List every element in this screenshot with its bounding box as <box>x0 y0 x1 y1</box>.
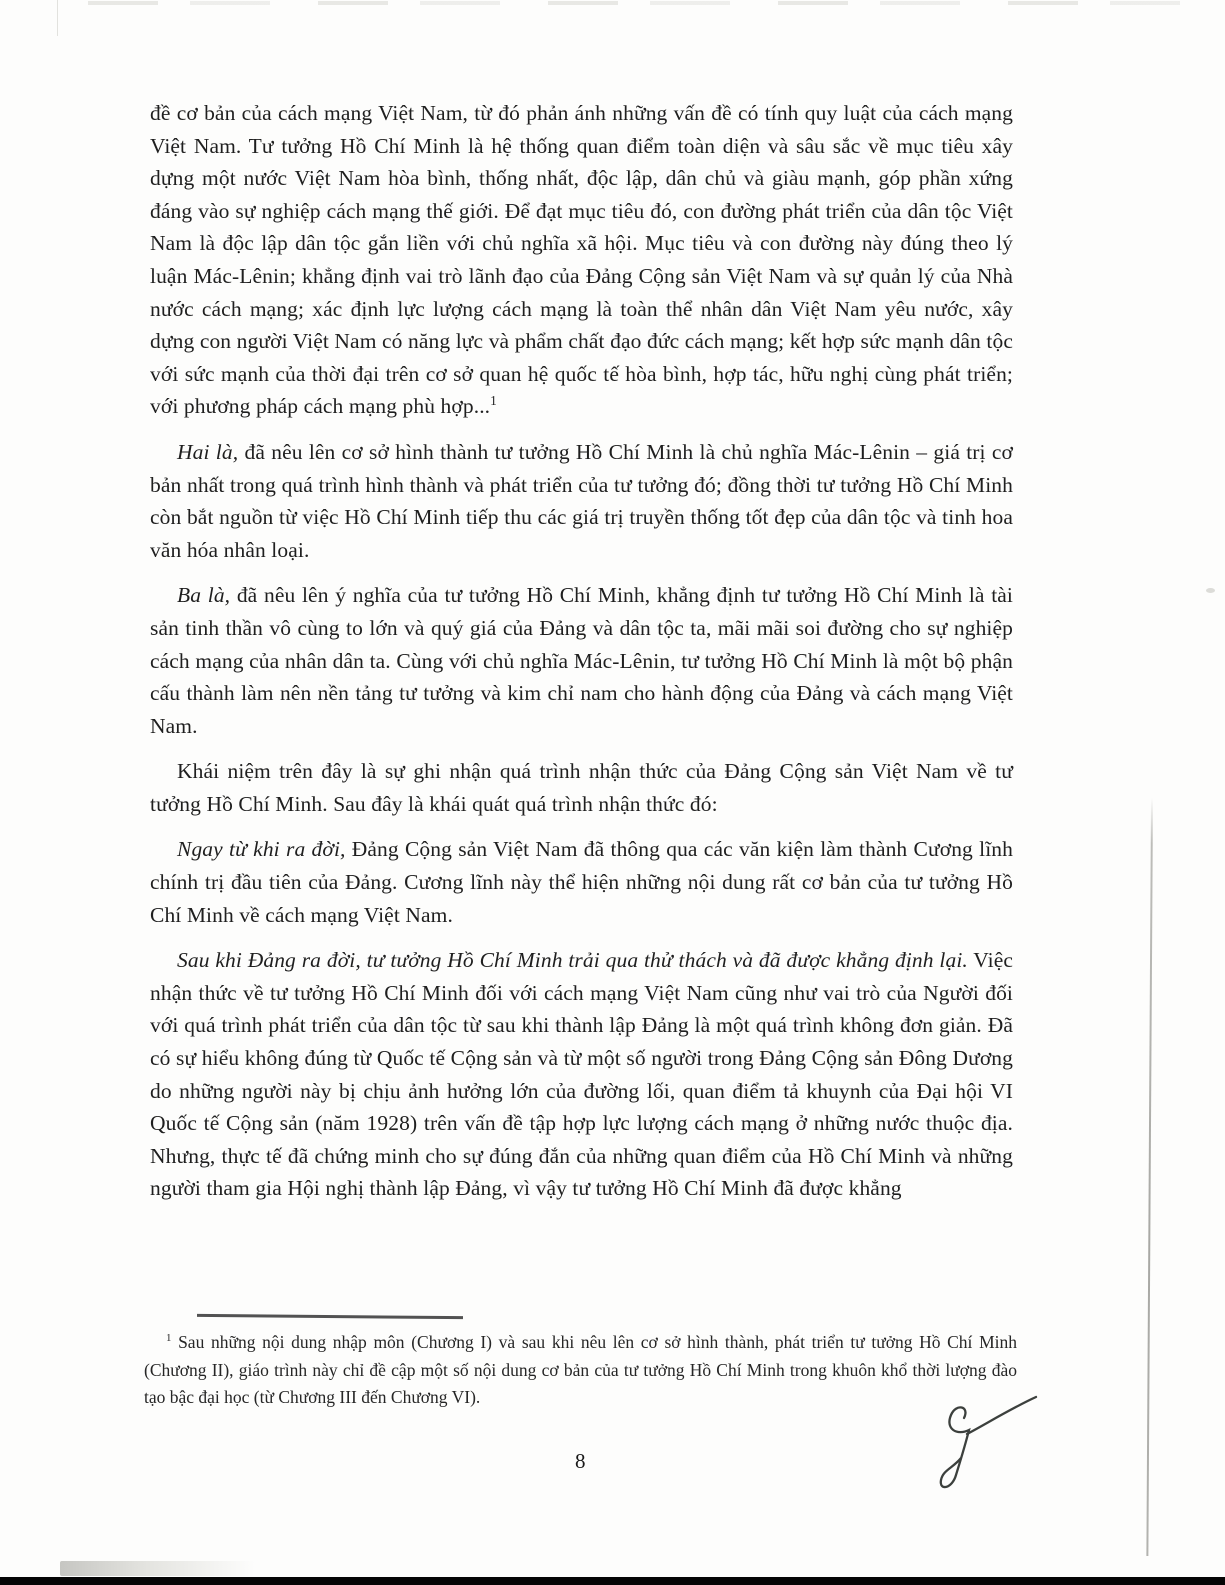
footnote-text: Sau những nội dung nhập môn (Chương I) và sau khi nêu lên cơ sở hình thành, phát triển tư tưởng Hồ Chí Minh (Chương II), giáo trình này chỉ đề cập một số nội dung cơ bản của tư tưởng Hồ Chí Minh trong khuôn khổ thời lượng đào tạo bậc đại học (từ Chương III đến Chương VI). <box>144 1332 1017 1407</box>
text-segment: đã nêu lên cơ sở hình thành tư tưởng Hồ Chí Minh là chủ nghĩa Mác-Lênin – giá trị cơ bản nhất trong quá trình hình thành và phát triển của tư tưởng đó; đồng thời tư tưởng Hồ Chí Minh còn bắt nguồn từ việc Hồ Chí Minh tiếp thu các giá trị truyền thống tốt đẹp của dân tộc và tinh hoa văn hóa nhân loại. <box>150 439 1013 562</box>
signature-mark <box>920 1388 1045 1513</box>
text-segment: Ngay từ khi ra đời, <box>177 837 346 862</box>
paragraph-continuation <box>150 97 1013 423</box>
footnote-separator-rule <box>197 1314 463 1319</box>
page-body-text <box>150 97 1013 1218</box>
paragraph-ngay-tu-khi-ra-doi <box>150 833 1013 931</box>
scan-artifact-corner-line <box>57 0 58 36</box>
text-segment: Hai là, <box>177 439 239 464</box>
text-segment: đã nêu lên ý nghĩa của tư tưởng Hồ Chí Minh, khẳng định tư tưởng Hồ Chí Minh là tài sản tinh thần vô cùng to lớn và quý giá của Đảng và dân tộc ta, mãi mãi soi đường cho sự nghiệp cách mạng của nhân dân ta. Cùng với chủ nghĩa Mác-Lênin, tư tưởng Hồ Chí Minh là một bộ phận cấu thành làm nên nền tảng tư tưởng và kim chỉ nam cho hành động của Đảng và cách mạng Việt Nam. <box>150 583 1013 738</box>
scan-artifact-dot <box>1206 588 1215 593</box>
text-segment: Khái niệm trên đây là sự ghi nhận quá trình nhận thức của Đảng Cộng sản Việt Nam về tư tưởng Hồ Chí Minh. Sau đây là khái quát quá trình nhận thức đó: <box>150 759 1013 816</box>
text-segment: Đảng Cộng sản Việt Nam đã thông qua các văn kiện làm thành Cương lĩnh chính trị đầu tiên của Đảng. Cương lĩnh này thể hiện những nội dung rất cơ bản của tư tưởng Hồ Chí Minh về cách mạng Việt Nam. <box>150 837 1013 927</box>
footnote-marker: 1 <box>166 1332 172 1345</box>
paragraph-hai-la <box>150 436 1013 566</box>
scan-artifact-bottom-bar <box>0 1577 1225 1585</box>
page-number: 8 <box>575 1449 586 1473</box>
paragraph-khai-niem <box>150 755 1013 820</box>
scan-artifact-page-edge <box>1146 798 1153 1556</box>
text-segment: đề cơ bản của cách mạng Việt Nam, từ đó phản ánh những vấn đề có tính quy luật của cách mạng Việt Nam. Tư tưởng Hồ Chí Minh là hệ thống quan điểm toàn diện và sâu sắc về mục tiêu xây dựng một nước Việt Nam hòa bình, thống nhất, độc lập, dân chủ và giàu mạnh, góp phần xứng đáng vào sự nghiệp cách mạng thế giới. Để đạt mục tiêu đó, con đường phát triển của dân tộc Việt Nam là độc lập dân tộc gắn liền với chủ nghĩa xã hội. Mục tiêu và con đường này đúng theo lý luận Mác-Lênin; khẳng định vai trò lãnh đạo của Đảng Cộng sản Việt Nam và sự quản lý của Nhà nước cách mạng; xác định lực lượng cách mạng là toàn thể nhân dân Việt Nam yêu nước, xây dựng con người Việt Nam có năng lực và phẩm chất đạo đức cách mạng; kết hợp sức mạnh dân tộc với sức mạnh của thời đại trên cơ sở quan hệ quốc tế hòa bình, hợp tác, hữu nghị cùng phát triển; với phương pháp cách mạng phù hợp... <box>150 101 1013 419</box>
scan-artifact-smudge <box>60 1561 255 1576</box>
text-segment: Ba là, <box>177 583 231 608</box>
footnote-reference: 1 <box>490 393 497 409</box>
paragraph-sau-khi-dang-ra-doi <box>150 944 1013 1205</box>
footnote <box>144 1329 1017 1412</box>
text-segment: Việc nhận thức về tư tưởng Hồ Chí Minh đối với cách mạng Việt Nam cũng như vai trò của Người đối với quá trình phát triển của dân tộc từ sau khi thành lập Đảng là một quá trình không đơn giản. Đã có sự hiểu không đúng từ Quốc tế Cộng sản và từ một số người trong Đảng Cộng sản Đông Dương do những người này bị chịu ảnh hưởng lớn của đường lối, quan điểm tả khuynh của Đại hội VI Quốc tế Cộng sản (năm 1928) trên vấn đề tập hợp lực lượng cách mạng ở những nước thuộc địa. Nhưng, thực tế đã chứng minh cho sự đúng đắn của những quan điểm của Hồ Chí Minh và những người tham gia Hội nghị thành lập Đảng, vì vậy tư tưởng Hồ Chí Minh đã được khẳng <box>150 948 1014 1201</box>
text-segment: Sau khi Đảng ra đời, tư tưởng Hồ Chí Minh trải qua thử thách và đã được khẳng định lại. <box>177 948 968 973</box>
scan-artifact-top-edge <box>40 1 1180 5</box>
paragraph-ba-la <box>150 579 1013 742</box>
